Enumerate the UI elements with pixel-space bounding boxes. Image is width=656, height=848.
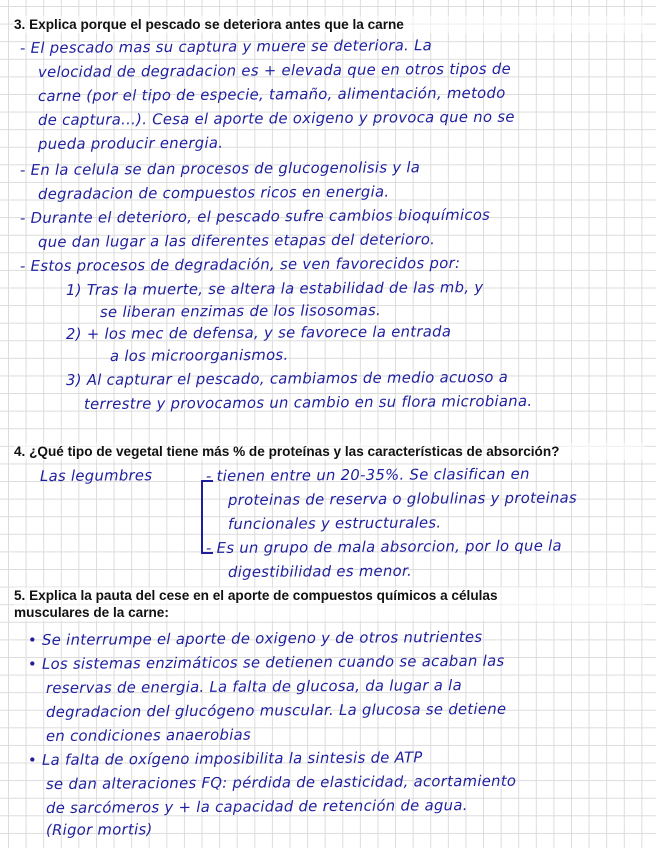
q3-line: se liberan enzimas de los lisosomas. <box>99 302 381 321</box>
q4-line: funcionales y estructurales. <box>227 514 442 533</box>
q4-line: proteinas de reserva o globulinas y proteinas <box>227 489 578 509</box>
q3-line: 2) + los mec de defensa, y se favorece la entrada <box>65 323 452 343</box>
q3-line: - Estos procesos de degradación, se ven favorecidos por: <box>19 254 461 275</box>
q5-line: • Los sistemas enzimáticos se detienen cuando se acaban las <box>27 652 505 673</box>
q4-line: - Es un grupo de mala absorcion, por lo que la <box>205 537 562 557</box>
q5-line: • La falta de oxígeno imposibilita la sintesis de ATP <box>27 749 423 769</box>
q3-line: - En la celula se dan procesos de glucogenolisis y la <box>19 159 421 179</box>
q4-label: Las legumbres <box>39 467 153 485</box>
q5-line: (Rigor mortis) <box>45 821 153 839</box>
q3-line: - Durante el deterioro, el pescado sufre cambios bioquímicos <box>19 206 491 227</box>
q5-line: se dan alteraciones FQ: pérdida de elasticidad, acortamiento <box>45 772 517 793</box>
question-4-title: 4. ¿Qué tipo de vegetal tiene más % de proteínas y las características de absorción? <box>14 443 644 460</box>
q3-line: que dan lugar a las diferentes etapas del deterioro. <box>37 231 436 251</box>
q3-line: velocidad de degradacion es + elevada que en otros tipos de <box>37 60 512 81</box>
q3-line: 3) Al capturar el pescado, cambiamos de medio acuoso a <box>65 368 509 389</box>
q3-line: de captura...). Cesa el aporte de oxigeno y provoca que no se <box>37 108 515 129</box>
q5-line: • Se interrumpe el aporte de oxigeno y de otros nutrientes <box>27 628 483 649</box>
q3-line: a los microorganismos. <box>109 346 289 365</box>
question-3-title: 3. Explica porque el pescado se deteriora antes que la carne <box>14 16 644 33</box>
q3-line: pueda producir energia. <box>37 134 224 153</box>
q3-line: 1) Tras la muerte, se altera la estabilidad de las mb, y <box>65 279 484 299</box>
q4-line: digestibilidad es menor. <box>227 562 413 581</box>
q3-line: carne (por el tipo de especie, tamaño, alimentación, metodo <box>37 84 506 105</box>
q4-line: - tienen entre un 20-35%. Se clasifican en <box>205 465 530 485</box>
q5-line: reservas de energia. La falta de glucosa, da lugar a la <box>45 677 462 697</box>
q3-line: degradacion de compuestos ricos en energia. <box>37 183 390 203</box>
question-5-title <box>14 587 644 621</box>
q5-line: en condiciones anaerobias <box>45 726 252 745</box>
q5-line: degradacion del glucógeno muscular. La glucosa se detiene <box>45 700 507 721</box>
q3-line: terrestre y provocamos un cambio en su flora microbiana. <box>83 392 533 413</box>
q3-line: - El pescado mas su captura y muere se deteriora. La <box>19 37 433 57</box>
question-5-title-line2: musculares de la carne: <box>14 605 169 620</box>
question-5-title-line1: 5. Explica la pauta del cese en el aporte de compuestos químicos a células <box>14 588 498 603</box>
q5-line: de sarcómeros y + la capacidad de retención de agua. <box>45 797 468 817</box>
